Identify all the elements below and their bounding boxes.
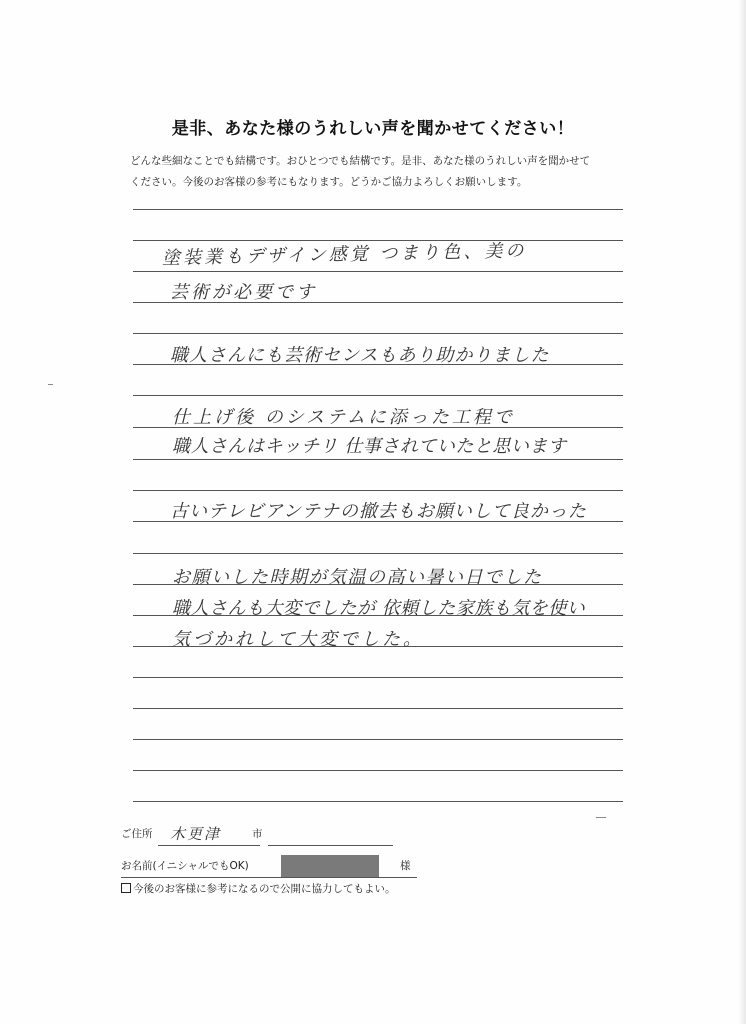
ruled-line [133,271,623,272]
ruled-line [133,209,623,210]
ruled-line [133,490,623,491]
handwritten-line-5: 職人さんはキッチリ 仕事されていたと思います [172,436,567,457]
handwritten-line-1: 塗装業もデザイン感覚 つまり色、美の [161,240,527,269]
ruled-line [133,459,623,460]
consent-row [121,881,396,896]
address-value: 木更津 [170,825,222,843]
name-label: お名前(イニシャルでもOK) [121,860,249,872]
address-row [121,826,153,841]
intro-line-1: どんな些細なことでも結構です。おひとつでも結構です。是非、あなた様のうれしい声を聞かせて [130,155,591,167]
stray-mark [48,384,53,385]
handwritten-line-7: お願いした時期が気温の高い暑い日でした [172,567,543,588]
form-intro [130,151,630,193]
ruled-line [133,553,623,554]
redacted-name [281,855,379,877]
handwritten-line-6: 古いテレビアンテナの撤去もお願いして良かった [170,501,587,522]
handwritten-line-4: 仕上げ後 のシステムに添った工程で [172,407,515,428]
ruled-line [133,739,623,740]
ruled-line [133,770,623,771]
ruled-line [133,677,623,678]
ruled-line [133,395,623,396]
scan-edge-shadow [738,0,746,1024]
name-underline [121,877,417,878]
intro-line-2: ください。今後のお客様の参考にもなります。どうかご協力よろしくお願いします。 [130,176,528,188]
name-suffix: 様 [400,860,411,872]
handwritten-line-2: 芸術が必要です [170,282,317,303]
ruled-line [133,708,623,709]
handwritten-line-3: 職人さんにも芸術センスもあり助かりました [170,345,550,366]
city-label: 市 [252,828,263,840]
consent-checkbox[interactable] [121,883,131,893]
consent-text: 今後のお客様に参考になるので公開に協力してもよい。 [133,883,396,895]
handwritten-line-9: 気づかれして大変でした。 [172,629,424,650]
form-title: 是非、あなた様のうれしい声を聞かせてください！ [171,119,575,139]
ruled-line [133,333,623,334]
handwritten-line-8: 職人さんも大変でしたが 依頼した家族も気を使い [172,598,586,619]
stray-mark [596,817,606,818]
city-underline [268,845,393,846]
ruled-line [133,801,623,802]
address-label: ご住所 [121,828,153,840]
address-underline [158,845,260,846]
